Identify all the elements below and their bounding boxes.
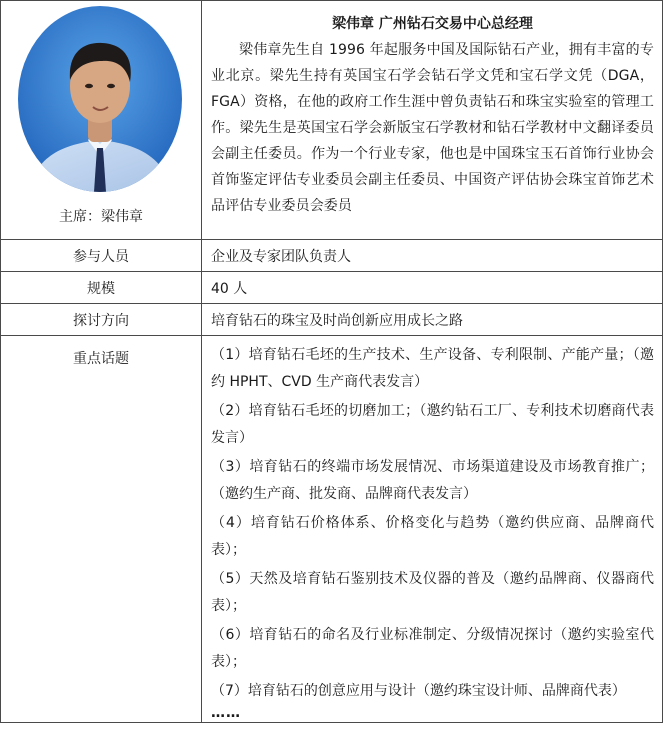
scale-row [1, 272, 663, 304]
bio-text: 梁伟章先生自 1996 年起服务中国及国际钻石产业，拥有丰富的专业北京。梁先生持有英国宝石学会钻石学文凭和宝石学文凭（DGA，FGA）资格，在他的政府工作生涯中曾负责钻石和珠宝实验室的管理工作。梁先生是英国宝石学会新版宝石学教材和钻石学教材中文翻译委员会副主任委员。作为一个行业专家，他也是中国珠宝玉石首饰行业协会首饰鉴定评估专业委员会副主任委员、中国资产评估协会珠宝首饰艺术品评估专业委员会委员 [211, 42, 654, 214]
topic-item: （7）培育钻石的创意应用与设计（邀约珠宝设计师、品牌商代表） [211, 683, 626, 699]
direction-row [1, 304, 663, 336]
topics-label: 重点话题 [1, 336, 202, 723]
host-caption: 主席：梁伟章 [59, 209, 143, 225]
bio-cell [202, 1, 663, 240]
topics-list [202, 336, 663, 723]
topic-item: （3）培育钻石的终端市场发展情况、市场渠道建设及市场教育推广；（邀约生产商、批发商、品牌商代表发言） [211, 459, 654, 502]
bio-title: 梁伟章 广州钻石交易中心总经理 [332, 16, 533, 32]
host-row [1, 1, 663, 240]
participants-value: 企业及专家团队负责人 [202, 240, 663, 272]
topics-ellipsis: …… [211, 704, 241, 721]
topic-item: （1）培育钻石毛坯的生产技术、生产设备、专利限制、产能产量；（邀约 HPHT、CVD 生产商代表发言） [211, 347, 654, 390]
topic-item: （5）天然及培育钻石鉴别技术及仪器的普及（邀约品牌商、仪器商代表）； [211, 571, 654, 614]
topic-item: （4）培育钻石价格体系、价格变化与趋势（邀约供应商、品牌商代表）； [211, 515, 654, 558]
host-cell [1, 1, 202, 240]
direction-label: 探讨方向 [1, 304, 202, 336]
participants-row [1, 240, 663, 272]
host-portrait-image [18, 6, 182, 192]
scale-value: 40 人 [202, 272, 663, 304]
topics-row [1, 336, 663, 723]
host-portrait [18, 6, 182, 192]
scale-label: 规模 [1, 272, 202, 304]
participants-label: 参与人员 [1, 240, 202, 272]
topic-item: （6）培育钻石的命名及行业标准制定、分级情况探讨（邀约实验室代表）； [211, 627, 654, 670]
topic-item: （2）培育钻石毛坯的切磨加工；（邀约钻石工厂、专利技术切磨商代表发言） [211, 403, 654, 446]
direction-value: 培育钻石的珠宝及时尚创新应用成长之路 [202, 304, 663, 336]
